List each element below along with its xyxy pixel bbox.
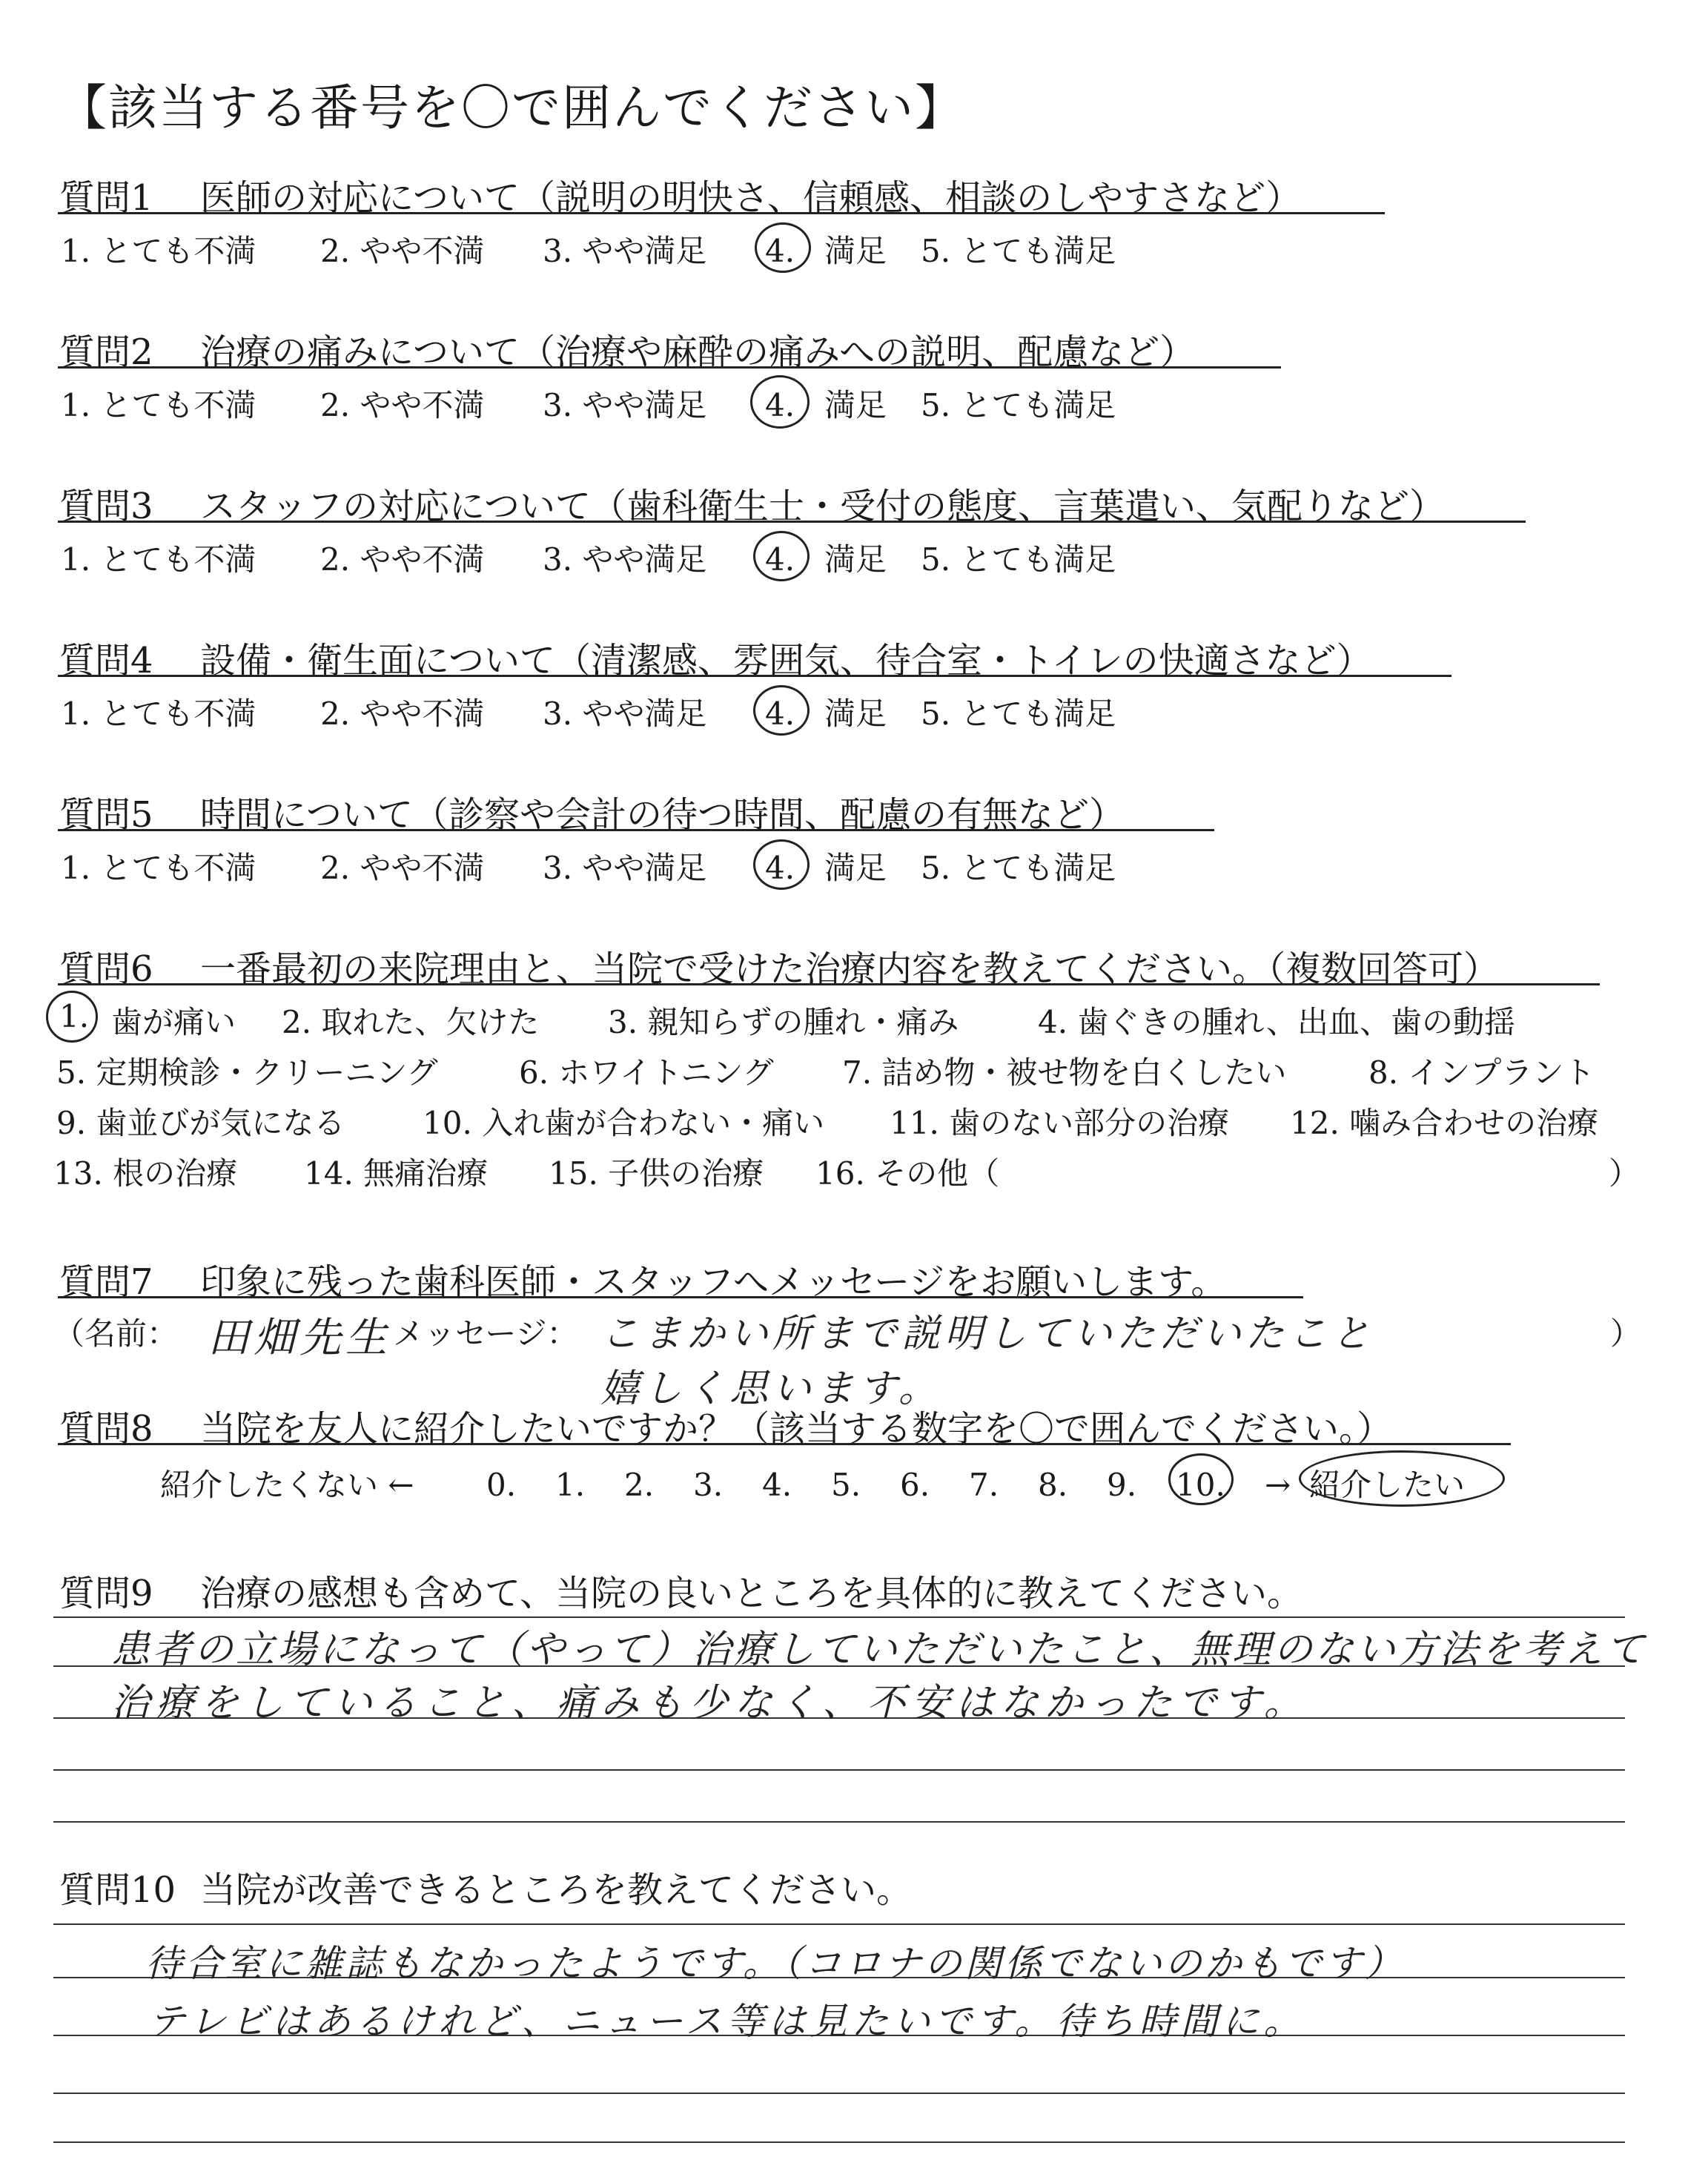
question-2-underline (58, 366, 1281, 369)
q4-option-4-label: 満足 (824, 696, 887, 732)
question-1-underline (58, 212, 1385, 214)
q7-message-line-2[interactable]: 嬉しく思います。 (600, 1367, 941, 1411)
q2-option-1[interactable]: 1. とても不満 (61, 387, 256, 423)
question-5-options (61, 844, 1116, 888)
q8-option-9[interactable]: 9. (1107, 1467, 1137, 1503)
q8-option-7[interactable]: 7. (969, 1467, 999, 1503)
q8-option-2[interactable]: 2. (624, 1467, 655, 1503)
q3-option-2[interactable]: 2. やや不満 (320, 541, 485, 578)
q6-selected-circle (46, 991, 98, 1043)
q6-option-16-close: ） (1609, 1155, 1641, 1192)
question-3-number: 質問3 (59, 486, 153, 527)
q5-option-4-label: 満足 (824, 850, 887, 886)
q2-option-5[interactable]: 5. とても満足 (921, 387, 1116, 423)
q5-option-3[interactable]: 3. やや満足 (543, 850, 707, 886)
q8-scale (160, 1461, 1465, 1505)
q10-answer-line-2[interactable]: テレビはあるけれど、ニュース等は見たいです。待ち時間に。 (148, 2000, 1305, 2043)
q8-option-8[interactable]: 8. (1038, 1467, 1068, 1503)
q8-option-10[interactable]: 10. (1176, 1467, 1225, 1503)
q6-option-8[interactable]: 8. インプラント (1368, 1054, 1595, 1091)
q1-selected-circle (755, 222, 811, 273)
question-8-text: 当院を友人に紹介したいですか？（該当する数字を〇で囲んでください。） (200, 1408, 1393, 1450)
q4-option-2[interactable]: 2. やや不満 (320, 696, 485, 732)
q7-message-line-1[interactable]: こまかい所まで説明していただいたこと (600, 1312, 1375, 1356)
page-title: 【該当する番号を〇で囲んでください】 (58, 79, 965, 136)
q8-option-1[interactable]: 1. (555, 1467, 586, 1503)
q6-option-12[interactable]: 12. 噛み合わせの治療 (1290, 1105, 1599, 1141)
q6-option-7[interactable]: 7. 詰め物・被せ物を白くしたい (842, 1054, 1287, 1091)
question-4-options (61, 690, 1116, 734)
q1-option-5[interactable]: 5. とても満足 (921, 233, 1116, 269)
question-10-text: 当院が改善できるところを教えてください。 (200, 1869, 913, 1911)
question-4-text: 設備・衛生面について（清潔感、雰囲気、待合室・トイレの快適さなど） (200, 640, 1372, 681)
q4-option-1[interactable]: 1. とても不満 (61, 696, 256, 732)
question-7-underline (58, 1296, 1303, 1298)
question-8-number: 質問8 (59, 1408, 153, 1450)
q7-message-label: メッセージ： (393, 1315, 578, 1352)
question-9-heading (59, 1565, 1302, 1616)
q6-option-5[interactable]: 5. 定期検診・クリーニング (56, 1054, 438, 1091)
q6-option-1-number[interactable]: 1. (59, 998, 90, 1034)
q6-option-9[interactable]: 9. 歯並びが気になる (56, 1105, 345, 1141)
q6-option-2[interactable]: 2. 取れた、欠けた (282, 1004, 540, 1040)
q2-option-2[interactable]: 2. やや不満 (320, 387, 485, 423)
q9-rule-4 (53, 1769, 1625, 1771)
q1-option-4[interactable]: 4. (765, 233, 795, 269)
q1-option-4-label: 満足 (824, 233, 887, 269)
q7-name-label: （名前： (53, 1315, 179, 1352)
q3-option-4[interactable]: 4. (765, 541, 795, 578)
q6-option-11[interactable]: 11. 歯のない部分の治療 (890, 1105, 1230, 1141)
question-7-number: 質問7 (59, 1261, 153, 1303)
question-4-underline (58, 675, 1452, 677)
question-10-number: 質問10 (59, 1869, 176, 1911)
q3-option-4-label: 満足 (824, 541, 887, 578)
question-5-text: 時間について（診察や会計の待つ時間、配慮の有無など） (200, 794, 1125, 836)
q8-right-label[interactable]: 紹介したい (1309, 1467, 1466, 1503)
q5-option-2[interactable]: 2. やや不満 (320, 850, 485, 886)
q5-selected-circle (753, 839, 810, 890)
q6-option-14[interactable]: 14. 無痛治療 (304, 1155, 489, 1192)
question-3-options (61, 535, 1116, 580)
question-6-number: 質問6 (59, 948, 153, 990)
q8-recommend-circle (1299, 1450, 1505, 1507)
q6-option-13[interactable]: 13. 根の治療 (53, 1155, 238, 1192)
question-9-text: 治療の感想も含めて、当院の良いところを具体的に教えてください。 (200, 1573, 1303, 1614)
q2-option-3[interactable]: 3. やや満足 (543, 387, 707, 423)
q3-selected-circle (753, 531, 810, 581)
question-2-text: 治療の痛みについて（治療や麻酔の痛みへの説明、配慮など） (200, 331, 1196, 373)
q2-selected-circle (750, 375, 810, 429)
q9-answer-line-1[interactable]: 患者の立場になって（やって）治療していただいたこと、無理のない方法を考えて (111, 1628, 1648, 1672)
question-4-number: 質問4 (59, 640, 153, 681)
q6-option-1[interactable]: 歯が痛い (111, 1004, 236, 1040)
q6-option-6[interactable]: 6. ホワイトニング (519, 1054, 774, 1091)
q8-selected-circle (1168, 1453, 1234, 1505)
q2-option-4-label: 満足 (824, 387, 887, 423)
question-2-number: 質問2 (59, 331, 153, 373)
question-1-number: 質問1 (59, 177, 153, 219)
q8-option-0[interactable]: 0. (486, 1467, 517, 1503)
q6-option-4[interactable]: 4. 歯ぐきの腫れ、出血、歯の動揺 (1038, 1004, 1515, 1040)
q6-option-3[interactable]: 3. 親知らずの腫れ・痛み (608, 1004, 959, 1040)
q5-option-5[interactable]: 5. とても満足 (921, 850, 1116, 886)
question-3-text: スタッフの対応について（歯科衛生士・受付の態度、言葉遣い、気配りなど） (200, 486, 1446, 527)
q6-option-10[interactable]: 10. 入れ歯が合わない・痛い (423, 1105, 825, 1141)
q6-option-15[interactable]: 15. 子供の治療 (549, 1155, 764, 1192)
q8-left-label: 紹介したくない ← (160, 1467, 414, 1503)
q3-option-1[interactable]: 1. とても不満 (61, 541, 256, 578)
question-10-heading (59, 1861, 912, 1912)
q1-option-1[interactable]: 1. とても不満 (61, 233, 256, 269)
q9-answer-line-2[interactable]: 治療をしていること、痛みも少なく、不安はなかったです。 (111, 1681, 1308, 1725)
q4-option-4[interactable]: 4. (765, 696, 795, 732)
q5-option-1[interactable]: 1. とても不満 (61, 850, 256, 886)
q9-rule-5 (53, 1821, 1625, 1823)
q1-option-2[interactable]: 2. やや不満 (320, 233, 485, 269)
question-6-underline (58, 983, 1600, 985)
q1-option-3[interactable]: 3. やや満足 (543, 233, 707, 269)
q10-rule-4 (53, 2093, 1625, 2094)
q10-rule-1 (53, 1923, 1625, 1925)
q3-option-5[interactable]: 5. とても満足 (921, 541, 1116, 578)
q10-answer-line-1[interactable]: 待合室に雑誌もなかったようです。（コロナの関係でないのかもです） (145, 1942, 1405, 1985)
q6-option-16[interactable]: 16. その他（ (815, 1155, 1000, 1192)
q4-selected-circle (753, 685, 810, 736)
q8-option-4[interactable]: 4. (762, 1467, 792, 1503)
question-5-underline (58, 829, 1214, 831)
q5-option-4[interactable]: 4. (765, 850, 795, 886)
q7-close-paren: ） (1610, 1315, 1642, 1352)
q8-option-3[interactable]: 3. (693, 1467, 724, 1503)
question-9-number: 質問9 (59, 1573, 153, 1614)
q2-option-4[interactable]: 4. (765, 387, 795, 423)
question-6-text: 一番最初の来院理由と、当院で受けた治療内容を教えてください。（複数回答可） (200, 948, 1500, 990)
question-8-underline (58, 1443, 1511, 1445)
question-1-options (61, 227, 1116, 271)
question-1-text: 医師の対応について（説明の明快さ、信頼感、相談のしやすさなど） (200, 177, 1302, 219)
q8-option-6[interactable]: 6. (900, 1467, 930, 1503)
q4-option-5[interactable]: 5. とても満足 (921, 696, 1116, 732)
q8-option-5[interactable]: 5. (831, 1467, 861, 1503)
q7-name-value[interactable]: 田畑先生 (208, 1314, 391, 1362)
question-7-text: 印象に残った歯科医師・スタッフへメッセージをお願いします。 (200, 1261, 1227, 1303)
q8-right-arrow: → (1265, 1467, 1291, 1503)
q3-option-3[interactable]: 3. やや満足 (543, 541, 707, 578)
question-3-underline (58, 521, 1526, 523)
q10-rule-5 (53, 2141, 1625, 2143)
question-2-options (61, 381, 1116, 426)
question-5-number: 質問5 (59, 794, 153, 836)
q4-option-3[interactable]: 3. やや満足 (543, 696, 707, 732)
